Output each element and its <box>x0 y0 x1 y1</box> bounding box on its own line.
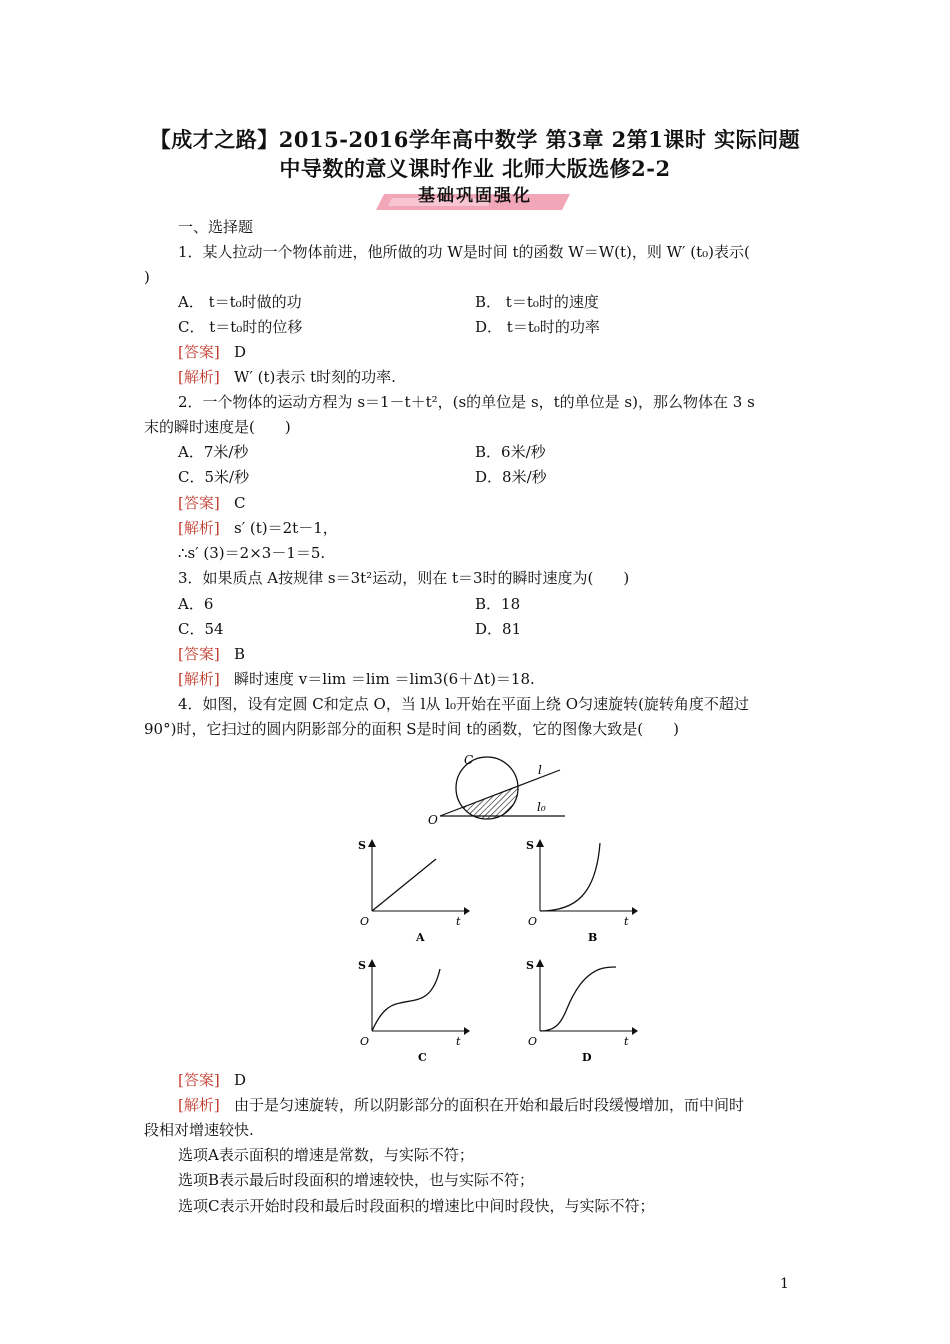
q1-option-d: D． t＝t₀时的功率 <box>475 318 600 336</box>
axis-label-s: S <box>526 839 534 852</box>
answer-tag: [答案] <box>178 1071 220 1089</box>
label-l: l <box>538 763 542 777</box>
label-o: O <box>428 813 438 827</box>
analysis-tag: [解析] <box>178 1096 220 1114</box>
axis-label-t: t <box>456 915 461 928</box>
axis-label-o: O <box>360 915 370 928</box>
answer-value: B <box>234 645 246 663</box>
q2-stem-line2: 末的瞬时速度是( ) <box>144 418 291 436</box>
analysis-text: s′ (t)＝2t－1， <box>234 519 338 537</box>
s-axis-arrow <box>368 839 376 847</box>
graph-label: B <box>588 931 598 944</box>
axis-label-o: O <box>528 1035 538 1048</box>
graph-label: A <box>416 931 425 944</box>
q4-note-c: 选项C表示开始时段和最后时段面积的增速比中间时段快，与实际不符； <box>178 1197 655 1215</box>
q3-option-b: B．18 <box>475 595 521 613</box>
answer-tag: [答案] <box>178 645 220 663</box>
q2-option-d: D．8米/秒 <box>475 468 547 486</box>
q2-stem-line1: 2．一个物体的运动方程为 s＝1－t＋t²，(s的单位是 s，t的单位是 s)，那么物体在 3 s <box>178 393 755 411</box>
doc-title-line2: 中导数的意义课时作业 北师大版选修2-2 <box>279 156 671 181</box>
q4-analysis-line1 <box>178 1095 744 1115</box>
t-axis-arrow <box>632 907 638 915</box>
label-l0: l₀ <box>537 800 546 814</box>
q1-answer <box>178 342 246 362</box>
analysis-text: 瞬时速度 v＝lim ＝lim ＝lim3(6＋Δt)＝18. <box>234 670 535 688</box>
graph-label: C <box>418 1051 427 1064</box>
axis-label-s: S <box>358 839 366 852</box>
circle-diagram <box>420 750 570 830</box>
q1-analysis <box>178 367 396 387</box>
analysis-text: W′ (t)表示 t时刻的功率. <box>234 368 396 386</box>
answer-tag: [答案] <box>178 343 220 361</box>
q4-note-a: 选项A表示面积的增速是常数，与实际不符； <box>178 1146 474 1164</box>
banner-text: 基础巩固强化 <box>418 186 532 206</box>
q1-option-b: B． t＝t₀时的速度 <box>475 293 599 311</box>
curve-d <box>540 967 616 1031</box>
q1-option-a: A． t＝t₀时做的功 <box>178 293 302 311</box>
answer-value: D <box>234 1071 247 1089</box>
q3-option-a: A．6 <box>178 595 214 613</box>
q2-analysis-line2: ∴s′ (3)＝2×3－1＝5. <box>178 544 326 562</box>
label-c: C <box>464 753 474 767</box>
graph-d <box>520 955 640 1065</box>
axis-label-t: t <box>624 915 629 928</box>
page-number: 1 <box>780 1276 789 1292</box>
analysis-text: 由于是匀速旋转，所以阴影部分的面积在开始和最后时段缓慢增加，而中间时 <box>234 1096 745 1114</box>
s-axis-arrow <box>368 959 376 967</box>
graph-c <box>352 955 472 1065</box>
answer-tag: [答案] <box>178 494 220 512</box>
graph-label: D <box>582 1051 592 1064</box>
t-axis-arrow <box>464 1027 470 1035</box>
s-axis-arrow <box>536 959 544 967</box>
q1-stem-line2: ) <box>144 268 150 286</box>
s-axis-arrow <box>536 839 544 847</box>
q4-stem-line2: 90°)时，它扫过的圆内阴影部分的面积 S是时间 t的函数，它的图像大致是( ) <box>144 720 679 738</box>
q3-answer <box>178 644 245 664</box>
doc-title-line1: 【成才之路】2015-2016学年高中数学 第3章 2第1课时 实际问题 <box>149 127 801 152</box>
curve-a <box>372 859 436 911</box>
analysis-tag: [解析] <box>178 670 220 688</box>
t-axis-arrow <box>464 907 470 915</box>
q2-option-a: A．7米/秒 <box>178 443 249 461</box>
axis-label-o: O <box>528 915 538 928</box>
graph-b <box>520 835 640 945</box>
q2-answer <box>178 493 246 513</box>
graph-a <box>352 835 472 945</box>
q4-answer <box>178 1070 246 1090</box>
axis-label-s: S <box>526 959 534 972</box>
q2-option-c: C．5米/秒 <box>178 468 250 486</box>
axis-label-o: O <box>360 1035 370 1048</box>
analysis-tag: [解析] <box>178 519 220 537</box>
q3-option-c: C．54 <box>178 620 224 638</box>
q2-analysis <box>178 518 338 538</box>
section-banner <box>372 186 578 212</box>
curve-c <box>372 969 440 1031</box>
analysis-tag: [解析] <box>178 368 220 386</box>
q4-note-b: 选项B表示最后时段面积的增速较快，也与实际不符； <box>178 1171 535 1189</box>
q1-stem-line1: 1．某人拉动一个物体前进，他所做的功 W是时间 t的函数 W＝W(t)，则 W′ (t₀)表示( <box>178 243 750 261</box>
q3-analysis <box>178 669 535 689</box>
answer-value: D <box>234 343 247 361</box>
axis-label-s: S <box>358 959 366 972</box>
axis-label-t: t <box>624 1035 629 1048</box>
axis-label-t: t <box>456 1035 461 1048</box>
t-axis-arrow <box>632 1027 638 1035</box>
q4-analysis-line2: 段相对增速较快. <box>144 1121 254 1139</box>
q2-option-b: B．6米/秒 <box>475 443 546 461</box>
q4-stem-line1: 4．如图，设有定圆 C和定点 O，当 l从 l₀开始在平面上绕 O匀速旋转(旋转角度不超过 <box>178 695 749 713</box>
curve-b <box>540 843 600 911</box>
q1-option-c: C． t＝t₀时的位移 <box>178 318 303 336</box>
answer-value: C <box>234 494 246 512</box>
q3-stem-line1: 3．如果质点 A按规律 s＝3t²运动，则在 t＝3时的瞬时速度为( ) <box>178 569 630 587</box>
q3-option-d: D．81 <box>475 620 522 638</box>
section-heading: 一、选择题 <box>178 218 254 236</box>
